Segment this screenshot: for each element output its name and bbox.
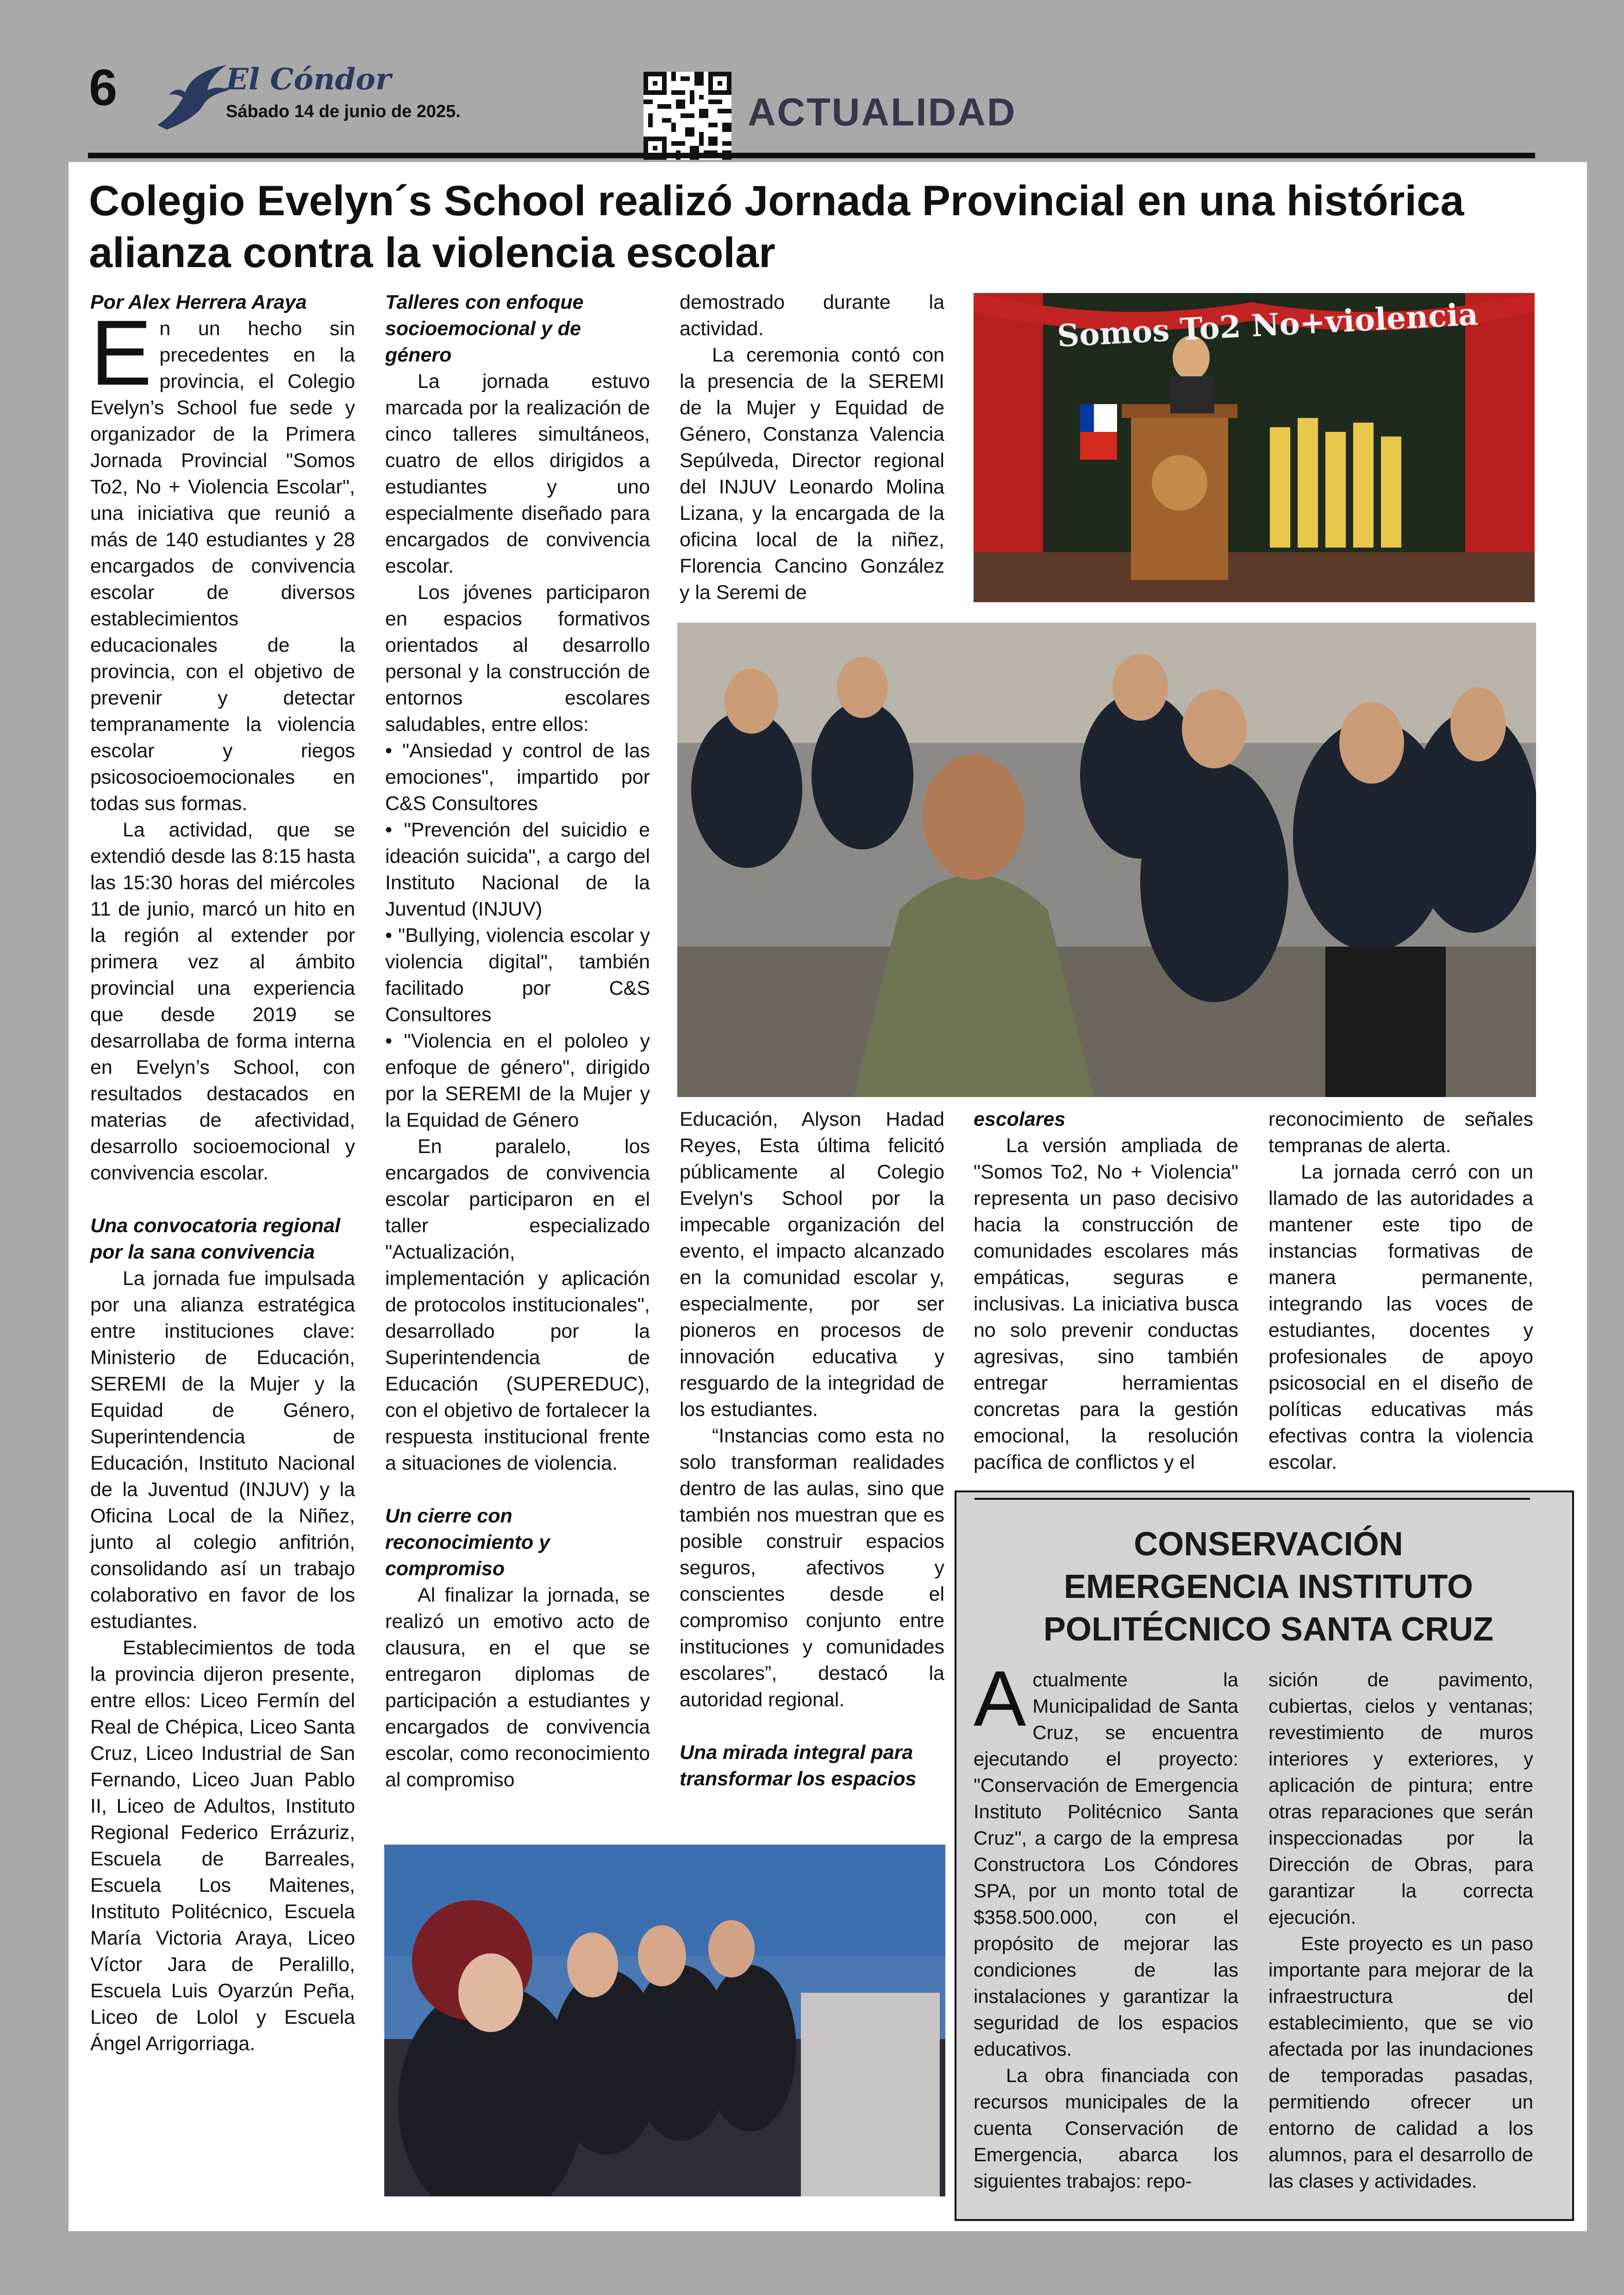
paragraph: Establecimientos de toda la provincia dijeron presente, entre ellos: Liceo Fermín del Real de Chépica, Liceo Santa Cruz, Liceo Industrial de San Fernando, Liceo Juan Pablo II, Liceo de Adultos, Instituto Regional Federico Errázuriz, Escuela de Barreales, Escuela Los Maitenes, Instituto Politécnico, Escuela María Victoria Araya, Liceo Víctor Jara de Peralillo, Escuela Luis Oyarzún Peña, Liceo de Lolol y Escuela Ángel Arrigorriaga. — [90, 1637, 355, 2055]
subheading: Talleres con enfoque socioemocional y de género — [385, 291, 584, 366]
sidebar-headline-line: EMERGENCIA INSTITUTO — [1063, 1568, 1474, 1605]
article-column-5 — [1268, 1106, 1533, 1476]
paragraph: reconocimiento de señales tempranas de alerta. — [1268, 1108, 1533, 1157]
subheading-continued: escolares — [974, 1108, 1066, 1130]
article-column-4 — [974, 1106, 1238, 1476]
paragraph: En paralelo, los encargados de convivencia escolar participaron en el taller especializado "Actualización, implementación y aplicación de protocolos institucionales", desarrollado por la Superintendencia de Educación (SUPEREDUC), con el objetivo de fortalecer la respuesta institucional frente a situaciones de violencia. — [385, 1135, 650, 1474]
bullet-item: • "Prevención del suicidio e ideación suicida", a cargo del Instituto Nacional de la Juventud (INJUV) — [385, 819, 650, 920]
header-rule — [88, 153, 1535, 158]
sidebar-column-2 — [1268, 1666, 1533, 2194]
sidebar-headline — [963, 1523, 1574, 1651]
paragraph: La ceremonia contó con la presencia de la SEREMI de la Mujer y Equidad de Género, Constanza Valencia Sepúlveda, Director regional del INJUV Leonardo Molina Lizana, y la encargada de la oficina local de la niñez, Florencia Cancino González y la Seremi de — [680, 344, 944, 604]
article-column-2 — [385, 289, 650, 1793]
sidebar-column-1 — [974, 1655, 1238, 2194]
banner-text: Somos To2 No+violencia — [1056, 296, 1479, 354]
paragraph: La jornada cerró con un llamado de las autoridades a mantener este tipo de instancias formativas de manera permanente, integrando las voces de estudiantes, docentes y profesionales de apoyo psicosocial en el diseño de políticas educativas más efectivas contra la violencia escolar. — [1268, 1161, 1533, 1473]
page-number: 6 — [89, 59, 118, 116]
bullet-item: • "Bullying, violencia escolar y violencia digital", también facilitado por C&S Consultores — [385, 924, 650, 1026]
subheading: Una convocatoria regional por la sana convivencia — [90, 1215, 341, 1263]
paragraph: Los jóvenes participaron en espacios formativos orientados al desarrollo personal y la construcción de entornos escolares saludables, entre ellos: — [385, 581, 650, 736]
paragraph: n un hecho sin precedentes en la provincia, el Colegio Evelyn’s School fue sede y organizador de la Primera Jornada Provincial "Somos To2, No + Violencia Escolar", una iniciativa que reunió a más de 140 estudiantes y 28 encargados de convivencia escolar de diversos establecimientos educacionales de la provincia, con el objetivo de prevenir y detectar tempranamente la violencia escolar y riegos psicosocioemocionales en todas sus formas. — [90, 318, 355, 815]
sidebar-rule — [974, 1498, 1530, 1500]
paragraph: ctualmente la Municipalidad de Santa Cruz, se encuentra ejecutando el proyecto: "Conservación de Emergencia Instituto Politécnico Santa Cruz", a cargo de la empresa Constructora Los Cóndores SPA, por un monto total de $358.500.000, con el propósito de mejorar las condiciones de las instalaciones y garantizar la seguridad de los espacios educativos. — [974, 1669, 1238, 2060]
paragraph: Al finalizar la jornada, se realizó un emotivo acto de clausura, en el que se entregaron diplomas de participación a estudiantes y encargados de convivencia escolar, como reconocimiento al compromiso — [385, 1584, 650, 1791]
sidebar-headline-line: CONSERVACIÓN — [1134, 1526, 1403, 1563]
paragraph: La versión ampliada de "Somos To2, No + Violencia" representa un paso decisivo hacia la construcción de comunidades escolares más empáticas, seguras e inclusivas. La iniciativa busca no solo prevenir conductas agresivas, sino también entregar herramientas concretas para la gestión emocional, la resolución pacífica de conflictos y el — [974, 1135, 1238, 1473]
photo-podium-speech — [974, 293, 1535, 602]
section-title: ACTUALIDAD — [748, 90, 1017, 134]
paragraph: sición de pavimento, cubiertas, cielos y ventanas; revestimiento de muros interiores y exteriores, y aplicación de pintura; entre otras reparaciones que serán inspeccionadas por la Dirección de Obras, para garantizar la correcta ejecución. — [1268, 1669, 1533, 1928]
paragraph: La jornada fue impulsada por una alianza estratégica entre instituciones clave: Ministerio de Educación, SEREMI de la Mujer y la Equidad de Género, Superintendencia de Educación, Instituto Nacional de la Juventud (INJUV) y la Oficina Local de la Niñez, junto al colegio anfitrión, consolidando así un trabajo colaborativo en favor de los estudiantes. — [90, 1267, 355, 1633]
paragraph: Este proyecto es un paso importante para mejorar de la infraestructura del establecimiento, que se vio afectada por las inundaciones de temporadas pasadas, permitiendo ofrecer un entorno de calidad a los alumnos, para el desarrollo de las clases y actividades. — [1268, 1933, 1533, 2192]
article-column-1 — [90, 289, 355, 2057]
condor-bird-icon — [153, 60, 231, 134]
issue-date: Sábado 14 de junio de 2025. — [226, 102, 461, 121]
article-column-3-bottom — [680, 1106, 944, 1792]
bullet-item: • "Violencia en el pololeo y enfoque de género", dirigido por la SEREMI de la Mujer y la Equidad de Género — [385, 1030, 650, 1131]
drop-cap: E — [90, 301, 152, 405]
article-headline: Colegio Evelyn´s School realizó Jornada Provincial en una histórica alianza contra la violencia escolar — [89, 177, 1464, 276]
paragraph: demostrado durante la actividad. — [680, 291, 944, 340]
paragraph: Educación, Alyson Hadad Reyes, Esta última felicitó públicamente al Colegio Evelyn's School por la impecable organización del evento, el impacto alcanzado en la comunidad escolar y, especialmente, por ser pioneros en procesos de innovación educativa y resguardo de la integridad de los estudiantes. — [680, 1108, 944, 1421]
qr-code-icon — [643, 72, 731, 160]
paragraph: La jornada estuvo marcada por la realización de cinco talleres simultáneos, cuatro de ellos dirigidos a estudiantes y uno especialmente diseñado para encargados de convivencia escolar. — [385, 370, 650, 577]
drop-cap: A — [974, 1655, 1026, 1743]
subheading: Un cierre con reconocimiento y compromiso — [385, 1505, 550, 1580]
paragraph: La actividad, que se extendió desde las 8:15 hasta las 15:30 horas del miércoles 11 de junio, marcó un hito en la región al extender por primera vez al ámbito provincial una experiencia que desde 2019 se desarrollaba de forma interna en Evelyn’s School, con resultados destacados en materias de afectividad, desarrollo socioemocional y convivencia escolar. — [90, 819, 355, 1184]
brand-name: El Cóndor — [226, 62, 391, 97]
subheading: Una mirada integral para transformar los espacios — [680, 1741, 917, 1790]
bullet-item: • "Ansiedad y control de las emociones", impartido por C&S Consultores — [385, 740, 650, 815]
paragraph: La obra financiada con recursos municipales de la cuenta Conservación de Emergencia, abarca los siguientes trabajos: repo- — [974, 2064, 1238, 2192]
article-column-3-top — [680, 289, 944, 606]
sidebar-headline-line: POLITÉCNICO SANTA CRUZ — [1043, 1611, 1493, 1648]
photo-audience — [677, 623, 1536, 1097]
byline: Por Alex Herrera Araya — [90, 291, 307, 313]
photo-students-seated — [384, 1845, 945, 2196]
paragraph: “Instancias como esta no solo transforman realidades dentro de las aulas, sino que también nos muestran que es posible construir espacios seguros, afectivos y conscientes desde el compromiso conjunto entre instituciones y comunidades escolares”, destacó la autoridad regional. — [680, 1425, 944, 1711]
